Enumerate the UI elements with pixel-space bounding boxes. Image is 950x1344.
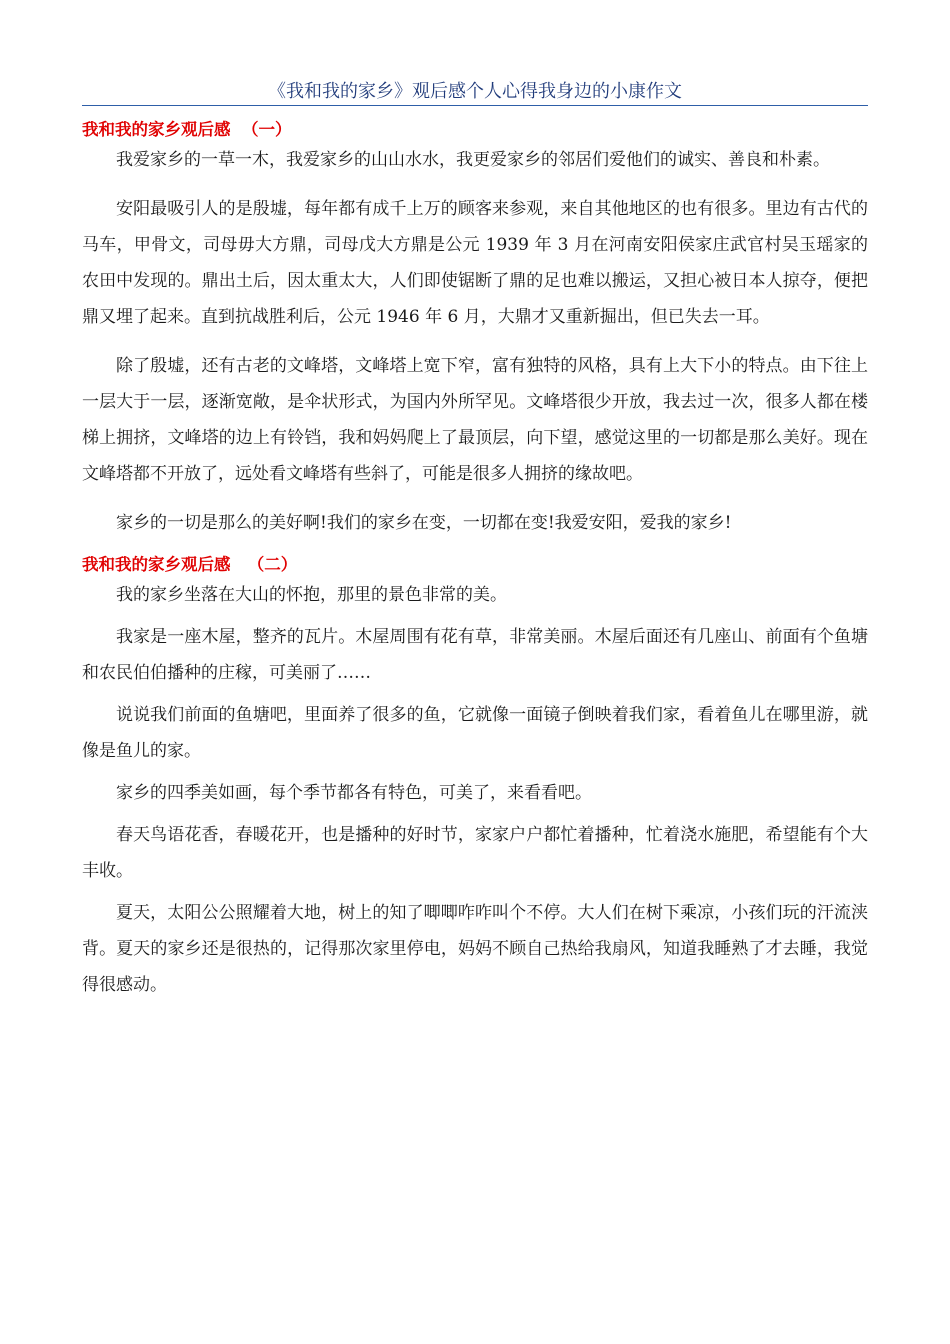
paragraph: 春天鸟语花香，春暖花开，也是播种的好时节，家家户户都忙着播种，忙着浇水施肥，希望能有个大丰收。 (82, 825, 868, 881)
paragraph: 夏天，太阳公公照耀着大地，树上的知了唧唧咋咋叫个不停。大人们在树下乘凉，小孩们玩的汗流浃背。夏天的家乡还是很热的，记得那次家里停电，妈妈不顾自己热给我扇风，知道我睡熟了才去睡，我觉得很感动。 (82, 903, 868, 995)
section-title: 我和我的家乡观后感 （二） (82, 555, 298, 574)
section-two (82, 553, 868, 1003)
paragraph: 我爱家乡的一草一木，我爱家乡的山山水水，我更爱家乡的邻居们爱他们的诚实、善良和朴素。 (116, 150, 830, 170)
paragraph: 安阳最吸引人的是殷墟，每年都有成千上万的顾客来参观，来自其他地区的也有很多。里边有古代的马车，甲骨文，司母毋大方鼎，司母戊大方鼎是公元 1939 年 3 月在河南安阳侯家庄武官村吴玉瑶家的农田中发现的。鼎出土后，因太重太大，人们即使锯断了鼎的足也难以搬运，又担心被日本人掠夺，便把鼎又埋了起来。直到抗战胜利后，公元 1946 年 6 月，大鼎才又重新掘出，但已失去一耳。 (82, 199, 868, 327)
paragraph: 我的家乡坐落在大山的怀抱，那里的景色非常的美。 (116, 585, 507, 605)
paragraph: 家乡的四季美如画，每个季节都各有特色，可美了，来看看吧。 (116, 783, 592, 803)
paragraph: 家乡的一切是那么的美好啊!我们的家乡在变，一切都在变!我爱安阳，爱我的家乡! (116, 513, 732, 533)
document-page (82, 78, 868, 1003)
paragraph: 说说我们前面的鱼塘吧，里面养了很多的鱼，它就像一面镜子倒映着我们家，看着鱼儿在哪里游，就像是鱼儿的家。 (82, 705, 868, 761)
document-header-title: 《我和我的家乡》观后感个人心得我身边的小康作文 (82, 78, 868, 106)
paragraph: 除了殷墟，还有古老的文峰塔，文峰塔上宽下窄，富有独特的风格，具有上大下小的特点。由下往上一层大于一层，逐渐宽敞，是伞状形式，为国内外所罕见。文峰塔很少开放，我去过一次，很多人都在楼梯上拥挤，文峰塔的边上有铃铛，我和妈妈爬上了最顶层，向下望，感觉这里的一切都是那么美好。现在文峰塔都不开放了，远处看文峰塔有些斜了，可能是很多人拥挤的缘故吧。 (82, 356, 868, 484)
paragraph: 我家是一座木屋，整齐的瓦片。木屋周围有花有草，非常美丽。木屋后面还有几座山、前面有个鱼塘和农民伯伯播种的庄稼，可美丽了…… (82, 627, 868, 683)
section-one (82, 118, 868, 541)
section-title: 我和我的家乡观后感 （一） (82, 120, 292, 139)
